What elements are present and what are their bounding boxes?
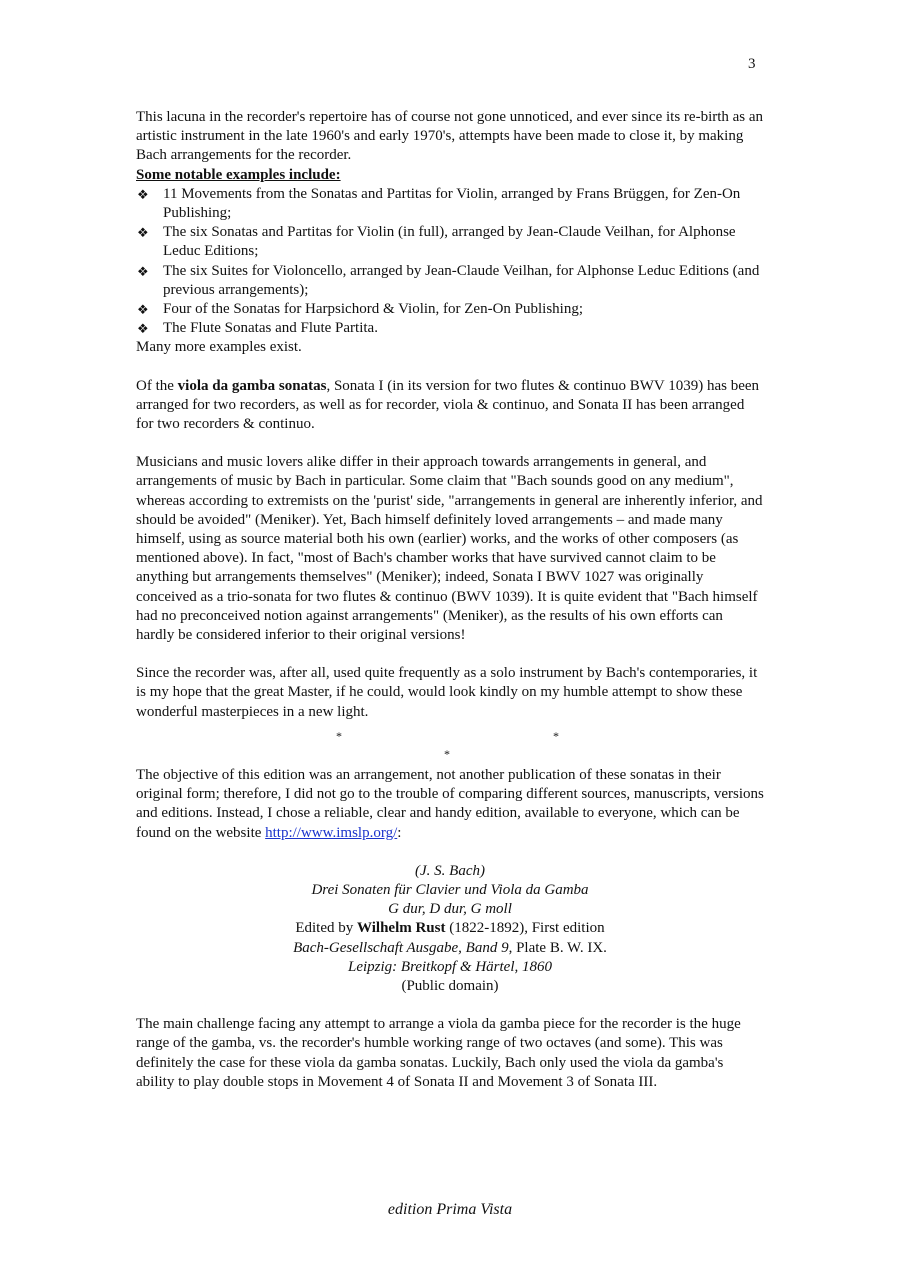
diamond-bullet-icon: ❖ [137,321,149,337]
section-separator [136,722,764,766]
musicians-paragraph: Musicians and music lovers alike differ in their approach towards arrangements in general, and arrangements of music by Bach in particular. Some claim that "Bach sounds good on any medium", whereas according to extremists on the 'purist' side, "arrangements in general are inherently inferior, and should be avoided" (Meniker). Yet, Bach himself definitely loved arrangements – and made many himself, using as source material both his own (earlier) works, and the works of other composers (as mentioned above). In fact, "most of Bach's chamber works that have survived cannot claim to be anything but arrangements themselves" (Meniker); indeed, Sonata I BWV 1027 was originally conceived as a trio-sonata for two flutes & continuo (BWV 1039). It is quite evident that "Bach himself had no preconceived notion against arrangements" (Meniker), as the results of his own efforts can hardly be considered inferior to their original versions! [136,454,763,644]
page-footer: edition Prima Vista [387,1201,513,1218]
source-citation [136,862,764,996]
citation-author [136,862,764,881]
citation-edited-prefix: Edited by [295,920,357,937]
citation-series: Bach-Gesellschaft Ausgabe, Band 9 [293,939,509,956]
citation-publisher: Leipzig: Breitkopf & Härtel, 1860 [347,958,552,975]
examples-heading: Some notable examples include: [136,166,341,183]
paragraph-gap [136,434,764,453]
diamond-bullet-icon: ❖ [137,186,149,202]
asterisk-icon: * [444,746,450,761]
citation-editor: Wilhelm Rust [357,920,446,937]
paragraph-gap [136,645,764,664]
citation-editor-line [136,919,764,938]
gamba-bold-term: viola da gamba sonatas [177,377,327,394]
paragraph-gap [136,358,764,377]
asterisk-icon: * [336,728,342,743]
paragraph-gap [136,843,764,862]
list-item-text: The six Sonatas and Partitas for Violin (in full), arranged by Jean-Claude Veilhan, for Alphonse Leduc Editions; [163,224,736,260]
gamba-prefix: Of the [136,377,178,394]
list-item [136,262,764,300]
recorder-paragraph: Since the recorder was, after all, used quite frequently as a solo instrument by Bach's contemporaries, it is my hope that the great Master, if he could, would look kindly on my humble attempt to show these wonderful masterpieces in a new light. [136,665,758,720]
intro-paragraph: This lacuna in the recorder's repertoire has of course not gone unnoticed, and ever since its re-birth as an artistic instrument in the late 1960's and early 1970's, attempts have been made to close it, by making Bach arrangements for the recorder. [136,109,764,164]
citation-edited-suffix: (1822-1892), First edition [445,920,605,937]
imslp-link[interactable]: http://www.imslp.org/ [265,824,398,841]
diamond-bullet-icon: ❖ [137,225,149,241]
examples-list [136,185,764,339]
citation-license: (Public domain) [401,977,499,994]
list-item-text: The six Suites for Violoncello, arranged by Jean-Claude Veilhan, for Alphonse Leduc Editions (and previous arrangements); [163,262,760,298]
citation-keys: G dur, D dur, G moll [388,901,512,918]
page-content [136,108,764,1092]
list-item [136,319,764,338]
challenge-paragraph: The main challenge facing any attempt to arrange a viola da gamba piece for the recorder is the huge range of the gamba, vs. the recorder's humble working range of two octaves (and some). This was definitely the case for these viola da gamba sonatas. Luckily, Bach only used the viola da gamba's ability to play double stops in Movement 4 of Sonata II and Movement 3 of Sonata III. [136,1016,741,1090]
list-item [136,185,764,223]
paragraph-gap [136,996,764,1015]
diamond-bullet-icon: ❖ [137,263,149,279]
list-item-text: The Flute Sonatas and Flute Partita. [163,320,378,337]
examples-closing: Many more examples exist. [136,339,302,356]
citation-title: Drei Sonaten für Clavier und Viola da Gamba [311,881,589,898]
citation-author-text: (J. S. Bach) [415,862,485,879]
list-item [136,223,764,261]
citation-plate: , Plate B. W. IX. [508,939,607,956]
list-item [136,300,764,319]
list-item-text: Four of the Sonatas for Harpsichord & Violin, for Zen-On Publishing; [163,301,584,318]
objective-text: The objective of this edition was an arrangement, not another publication of these sonatas in their original form; therefore, I did not go to the trouble of comparing different sources, manuscripts, versions and editions. Instead, I chose a reliable, clear and handy edition, available to everyone, which can be found on the website [136,766,764,841]
objective-colon: : [397,824,402,841]
list-item-text: 11 Movements from the Sonatas and Partitas for Violin, arranged by Frans Brüggen, for Zen-On Publishing; [163,185,741,222]
citation-series-line [136,939,764,958]
asterisk-icon: * [553,728,559,743]
gamba-paragraph [136,377,764,435]
objective-paragraph [136,766,764,843]
gamba-rest: , Sonata I (in its version for two flutes & continuo BWV 1039) has been arranged for two recorders, as well as for recorder, viola & continuo, and Sonata II has been arranged for two recorders & continuo. [136,377,760,433]
page-number: 3 [748,56,756,72]
diamond-bullet-icon: ❖ [137,302,149,318]
